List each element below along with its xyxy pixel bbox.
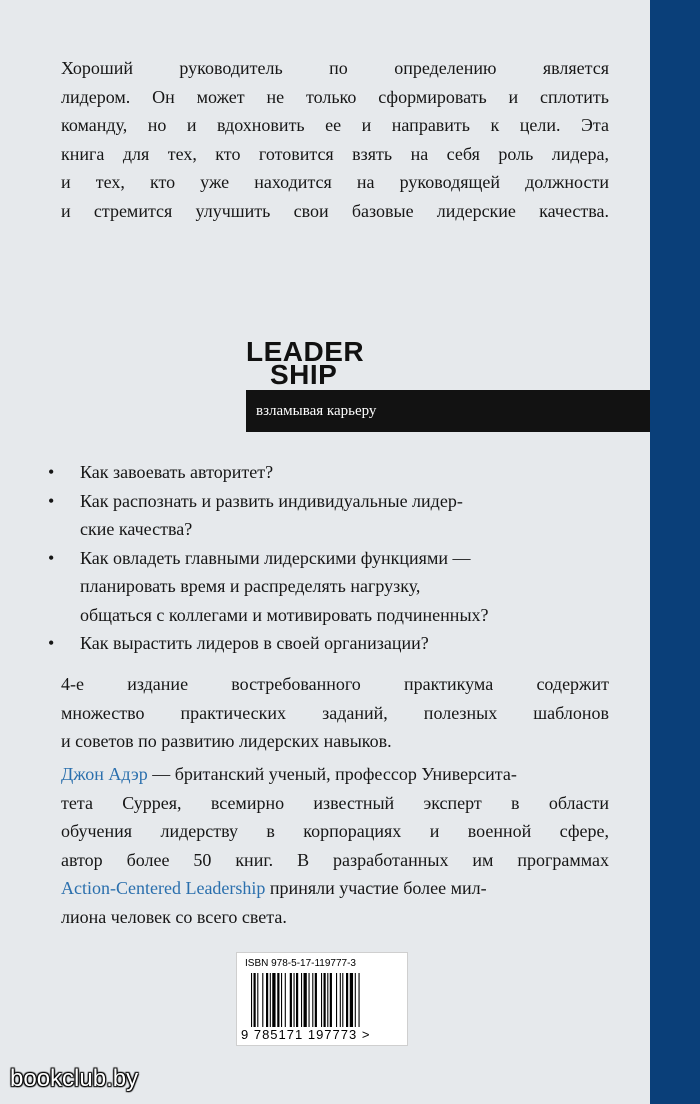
author-line: тета Суррея, всемирно известный эксперт в области: [61, 792, 609, 813]
isbn-barcode: [236, 952, 408, 1046]
author-line: Action-Centered Leadership приняли участие более мил-: [61, 878, 487, 898]
series-banner: взламывая карьеру: [246, 390, 650, 432]
site-watermark: bookclub.by: [10, 1065, 139, 1092]
intro-line: и стремится улучшить свои базовые лидерские качества.: [61, 200, 609, 221]
intro-paragraph: [61, 54, 609, 225]
bullet-icon: •: [48, 547, 55, 568]
list-item: [48, 629, 628, 658]
leadership-logo-word1: LEADER: [246, 336, 365, 367]
question-line: Как завоевать авторитет?: [80, 462, 274, 482]
question-line: ские качества?: [80, 519, 193, 539]
bullet-icon: •: [48, 490, 55, 511]
barcode-bars: [251, 973, 395, 1027]
question-line: Как вырастить лидеров в своей организации?: [80, 633, 429, 653]
cover-blue-stripe: [650, 0, 700, 1104]
intro-line: и тех, кто уже находится на руководящей должности: [61, 172, 609, 192]
intro-line: Хороший руководитель по определению является: [61, 58, 609, 78]
author-paragraph: [61, 760, 609, 931]
intro-line: лидером. Он может не только сформировать и сплотить: [61, 86, 609, 107]
question-line: общаться с коллегами и мотивировать подчиненных?: [80, 604, 489, 625]
list-item: [48, 458, 628, 487]
author-line: Джон Адэр — британский ученый, профессор Университа-: [61, 764, 517, 784]
list-item: [48, 544, 628, 630]
question-line: Как овладеть главными лидерскими функциями —: [80, 547, 471, 568]
question-line: Как распознать и развить индивидуальные лидер-: [80, 490, 463, 511]
edition-paragraph: [61, 670, 609, 756]
bullet-icon: •: [48, 633, 55, 653]
author-line: автор более 50 книг. В разработанных им программах: [61, 849, 609, 870]
intro-line: команду, но и вдохновить ее и направить к цели. Эта: [61, 115, 609, 135]
barcode-digits: 9 785171 197773 >: [241, 1027, 371, 1042]
leadership-logo-word2: SHIP: [270, 359, 338, 390]
program-name: Action-Centered Leadership: [61, 878, 266, 898]
list-item: [48, 487, 628, 544]
edition-line: 4-е издание востребованного практикума содержит: [61, 674, 609, 694]
isbn-text: ISBN 978-5-17-119777-3: [245, 958, 356, 969]
author-line: лиона человек со всего света.: [61, 906, 287, 927]
question-line: планировать время и распределять нагрузку,: [80, 576, 421, 596]
edition-line: множество практических заданий, полезных шаблонов: [61, 702, 609, 723]
bullet-icon: •: [48, 462, 55, 482]
author-line: обучения лидерству в корпорациях и военной сфере,: [61, 821, 609, 841]
edition-line: и советов по развитию лидерских навыков.: [61, 731, 392, 751]
author-name: Джон Адэр: [61, 764, 148, 784]
questions-list: [48, 458, 628, 658]
intro-line: книга для тех, кто готовится взять на себя роль лидера,: [61, 143, 609, 164]
